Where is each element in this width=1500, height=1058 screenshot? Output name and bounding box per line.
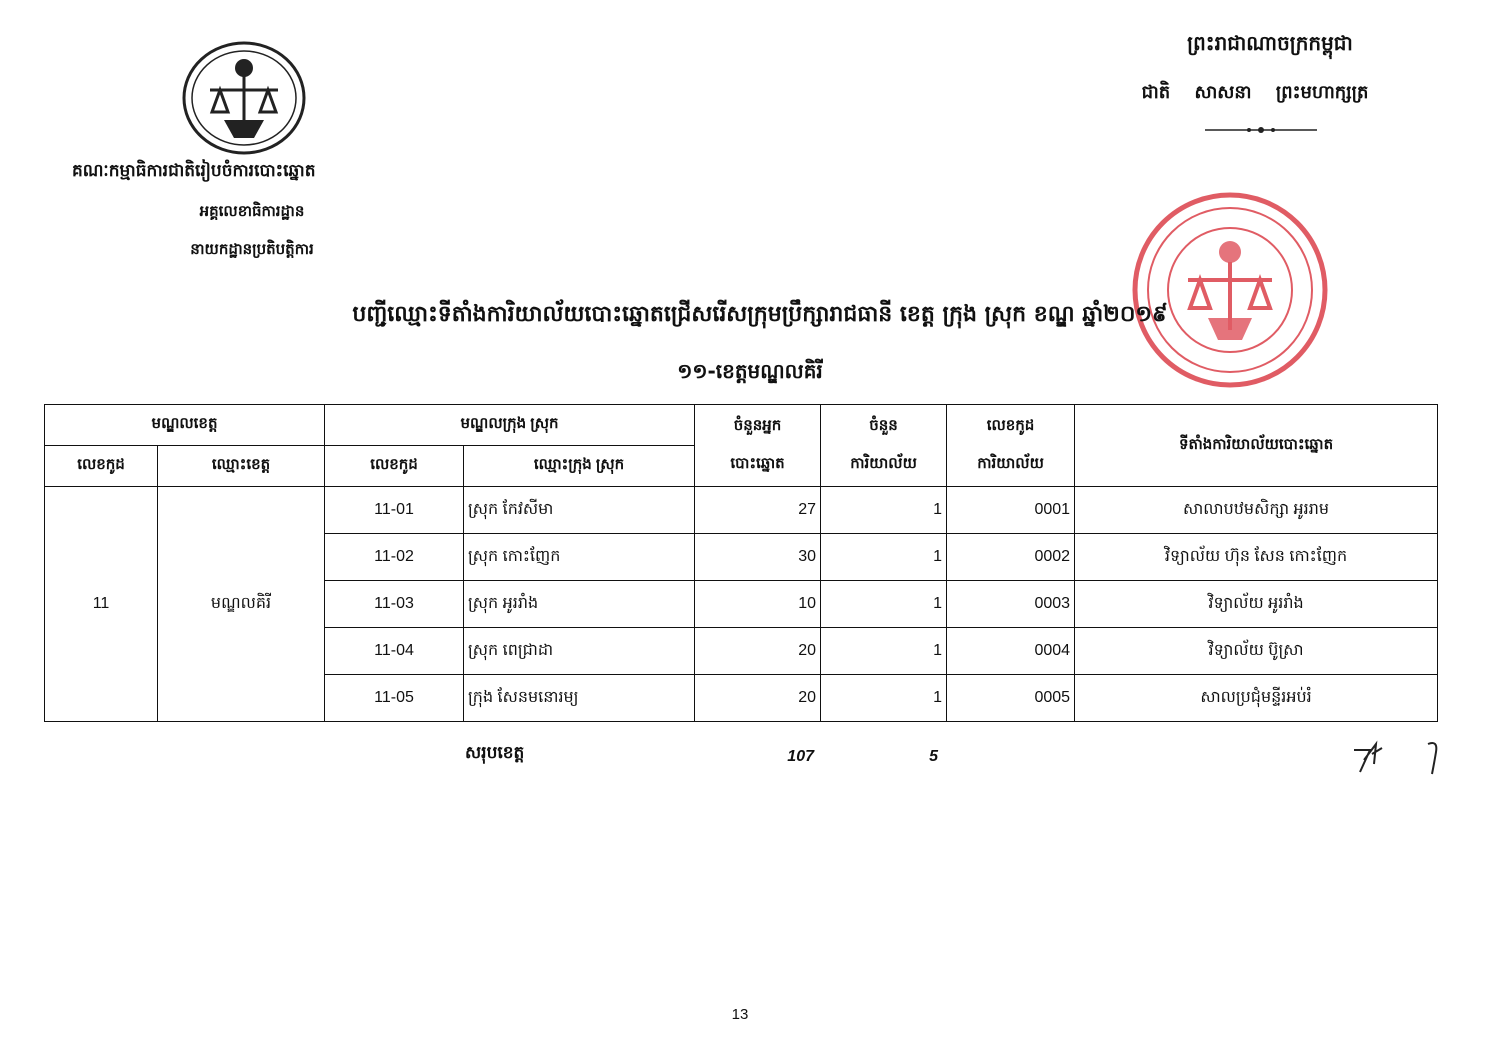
offices-cell: 1	[821, 675, 947, 722]
header-offices	[821, 405, 947, 487]
offices-cell: 1	[821, 487, 947, 534]
nec-emblem-logo	[180, 40, 308, 158]
district-name-cell: ស្រុក កែវសីមា	[464, 487, 695, 534]
province-total-label: សរុបខេត្ត	[465, 743, 525, 763]
offices-cell: 1	[821, 628, 947, 675]
org-division: នាយកដ្ឋានប្រតិបត្តិការ	[190, 240, 314, 258]
header-voters-line1: ចំនួនអ្នក	[733, 416, 782, 434]
location-cell: វិទ្យាល័យ ប៊ូស្រា	[1075, 628, 1438, 675]
handwritten-signature-icon	[1350, 730, 1450, 780]
voters-cell: 30	[695, 534, 821, 581]
district-name-cell: ស្រុក កោះញែក	[464, 534, 695, 581]
district-name-cell: ក្រុង សែនមនោរម្យ	[464, 675, 695, 722]
district-code-cell: 11-05	[325, 675, 464, 722]
total-offices-value: 5	[929, 748, 938, 765]
kingdom-heading: ព្រះរាជាណាចក្រកម្ពុជា	[1187, 31, 1353, 55]
document-title: បញ្ជីឈ្មោះទីតាំងការិយាល័យបោះឆ្នោតជ្រើសរើសក្រុមប្រឹក្សារាជធានី ខេត្ត ក្រុង ស្រុក ខណ្ឌ ឆ្នាំ២០១៩	[352, 302, 1168, 327]
header-voters-line2: បោះឆ្នោត	[730, 454, 785, 472]
table-row	[45, 487, 1438, 534]
national-motto: ជាតិ សាសនា ព្រះមហាក្សត្រ	[1141, 82, 1369, 103]
district-name-cell: ស្រុក អូររាំង	[464, 581, 695, 628]
header-office-code-line2: ការិយាល័យ	[977, 454, 1044, 472]
province-code-cell: 11	[45, 487, 158, 722]
header-district-group: មណ្ឌលក្រុង ស្រុក	[325, 405, 695, 446]
header-office-code	[947, 405, 1075, 487]
header-offices-line1: ចំនួន	[869, 416, 898, 434]
district-code-cell: 11-03	[325, 581, 464, 628]
polling-office-table	[44, 404, 1438, 722]
offices-cell: 1	[821, 534, 947, 581]
office-code-cell: 0005	[947, 675, 1075, 722]
page-number: 13	[731, 1006, 749, 1023]
district-code-cell: 11-04	[325, 628, 464, 675]
header-province-group: មណ្ឌលខេត្ត	[45, 405, 325, 446]
office-code-cell: 0001	[947, 487, 1075, 534]
voters-cell: 10	[695, 581, 821, 628]
header-district-code: លេខកូដ	[325, 446, 464, 487]
voters-cell: 27	[695, 487, 821, 534]
table-header-row	[45, 405, 1438, 446]
offices-cell: 1	[821, 581, 947, 628]
location-cell: វិទ្យាល័យ ហ៊ុន សែន កោះញែក	[1075, 534, 1438, 581]
voters-cell: 20	[695, 628, 821, 675]
district-code-cell: 11-02	[325, 534, 464, 581]
header-voters	[695, 405, 821, 487]
ornament-divider-icon	[1205, 122, 1317, 136]
province-subtitle: ១១-ខេត្តមណ្ឌលគិរី	[677, 359, 823, 383]
office-code-cell: 0002	[947, 534, 1075, 581]
total-voters-value: 107	[787, 748, 814, 765]
location-cell: វិទ្យាល័យ អូររាំង	[1075, 581, 1438, 628]
location-cell: សាលាបឋមសិក្សា អូររាម	[1075, 487, 1438, 534]
district-name-cell: ស្រុក ពេជ្រាដា	[464, 628, 695, 675]
org-name: គណៈកម្មាធិការជាតិរៀបចំការបោះឆ្នោត	[72, 161, 316, 181]
header-province-name: ឈ្មោះខេត្ត	[158, 446, 325, 487]
voters-cell: 20	[695, 675, 821, 722]
header-offices-line2: ការិយាល័យ	[850, 454, 917, 472]
official-seal-stamp-icon	[1130, 190, 1330, 390]
location-cell: សាលប្រជុំមន្ទីរអប់រំ	[1075, 675, 1438, 722]
office-code-cell: 0003	[947, 581, 1075, 628]
header-district-name: ឈ្មោះក្រុង ស្រុក	[464, 446, 695, 487]
province-name-cell: មណ្ឌលគិរី	[158, 487, 325, 722]
header-province-code: លេខកូដ	[45, 446, 158, 487]
district-code-cell: 11-01	[325, 487, 464, 534]
org-department: អគ្គលេខាធិការដ្ឋាន	[199, 202, 305, 220]
office-code-cell: 0004	[947, 628, 1075, 675]
header-location: ទីតាំងការិយាល័យបោះឆ្នោត	[1075, 405, 1438, 487]
header-office-code-line1: លេខកូដ	[986, 416, 1035, 434]
